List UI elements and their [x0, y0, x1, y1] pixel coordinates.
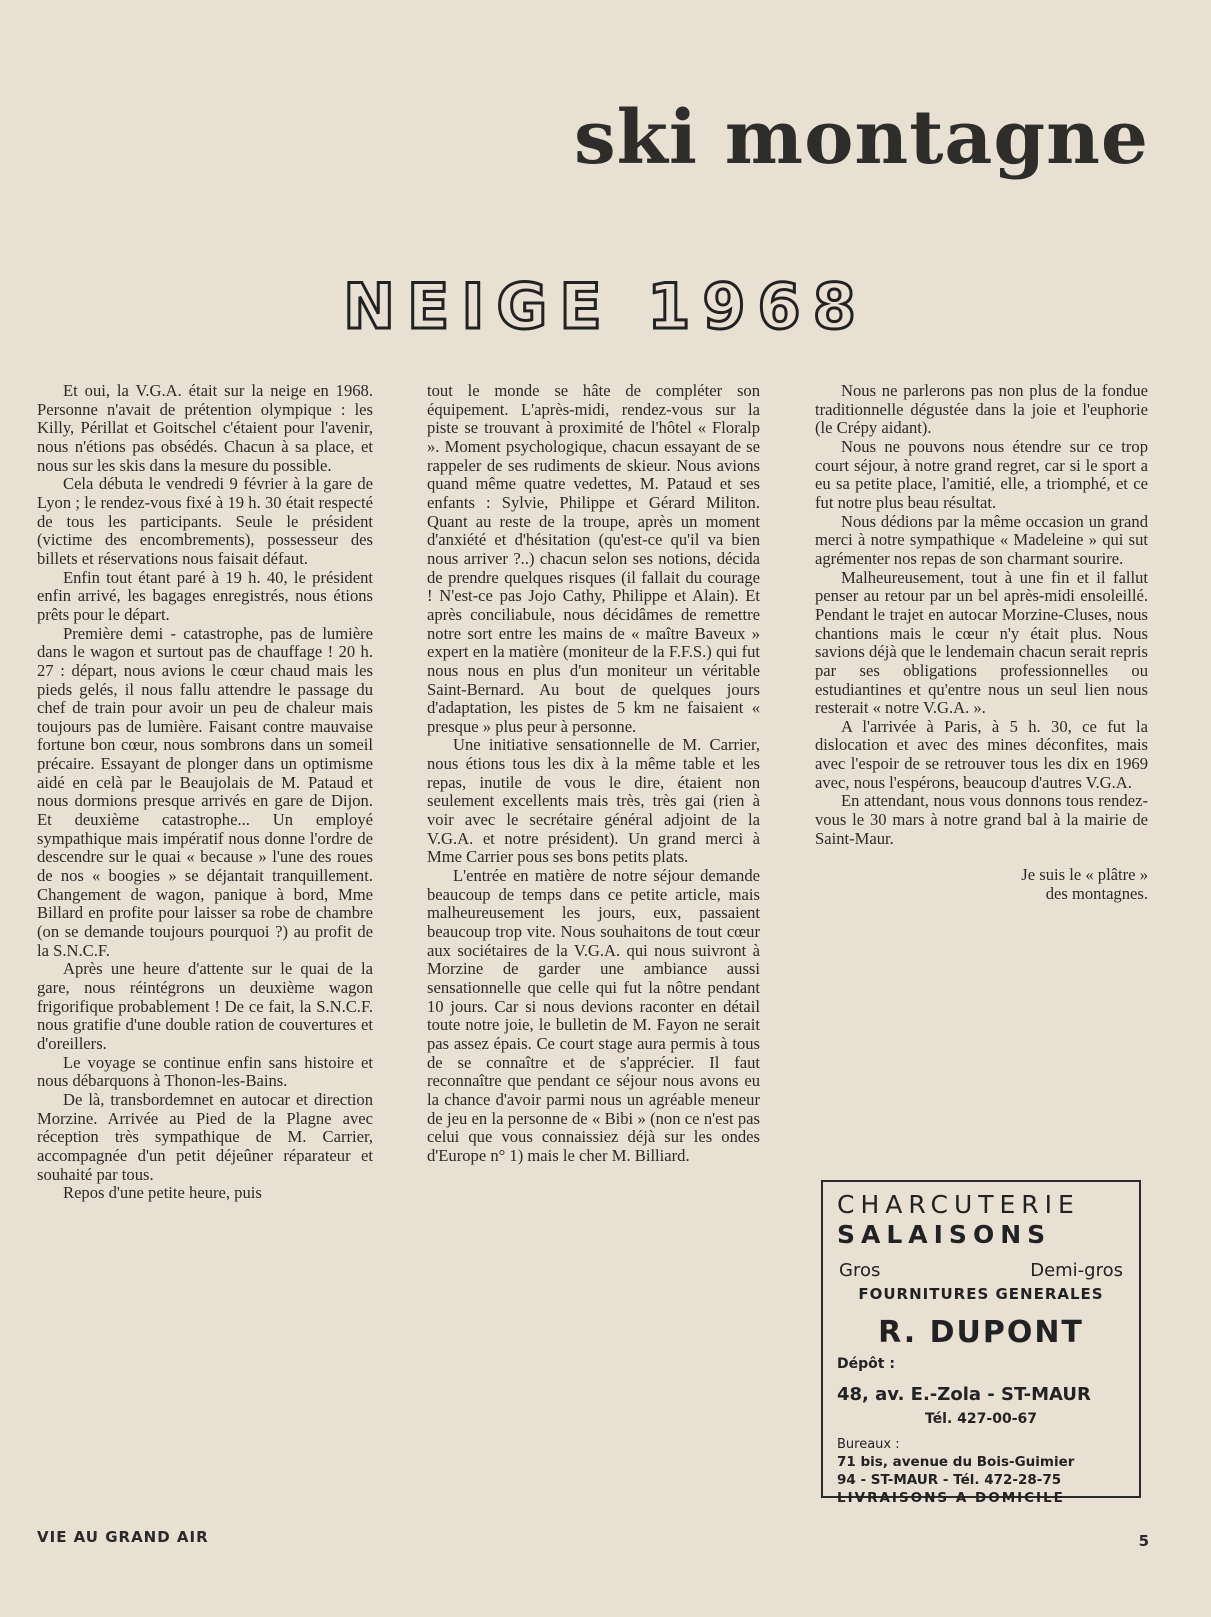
ad-delivery: LIVRAISONS A DOMICILE [837, 1490, 1065, 1506]
ad-bureaux-label: Bureaux : [837, 1437, 900, 1452]
article-headline: NEIGE 1968 [343, 270, 868, 343]
paragraph: Enfin tout étant paré à 19 h. 40, le président enfin arrivé, les bagages enregistrés, nous étions prêts pour le départ. [37, 567, 373, 624]
ad-depot-label: Dépôt : [837, 1356, 895, 1372]
paragraph: Après une heure d'attente sur le quai de la gare, nous réintégrons un deuxième wagon frigorifique probablement ! De ce fait, la S.N.C.F. nous gratifie d'une double ration de couvertures et d'oreillers. [37, 959, 373, 1053]
ad-gros: Gros [839, 1260, 881, 1281]
ad-wholesale-row [837, 1260, 1125, 1281]
ad-business-name: R. DUPONT [878, 1315, 1084, 1350]
section-title: ski montagne [573, 95, 1149, 181]
ad-headline-charcuterie: CHARCUTERIE [837, 1190, 1080, 1219]
article-column-2 [427, 382, 760, 1166]
signature-line-1: Je suis le « plâtre » [1021, 865, 1148, 885]
paragraph: Nous ne pouvons nous étendre sur ce trop court séjour, à notre grand regret, car si le sport a eu sa petite place, l'amitié, elle, a triomphé, et ce fut notre plus beau résultat. [815, 436, 1148, 512]
ad-bureaux-city-phone: 94 - ST-MAUR - Tél. 472-28-75 [837, 1472, 1062, 1488]
paragraph: tout le monde se hâte de compléter son équipement. L'après-midi, rendez-vous sur la piste se trouvant à proximité de l'hôtel « Floralp ». Moment psychologique, chacun essayant de se rappeler de ses rudiments de skieur. Nous avions quand même quatre vedettes, M. Pataud et ses enfants : Sylvie, Philippe et Gérard Militon. Quant au reste de la troupe, après un moment d'anxiété et d'hésitation (qu'est-ce qu'il va bien nous arriver ?..) chacun selon ses notions, décida de prendre quelques risques (il fallait du courage ! N'est-ce pas Jojo Cathy, Philippe et Alain). Et après conciliabule, nous décidâmes de remettre notre sort entre les mains de « maître Baveux » expert en la matière (moniteur de la F.F.S.) qui fut nous nous en plus d'un moniteur un véritable Saint-Bernard. Au bout de quelques jours d'adaptation, les pistes de 5 km ne faisaient « presque » plus peur à personne. [427, 381, 760, 736]
paragraph: A l'arrivée à Paris, à 5 h. 30, ce fut la dislocation et avec des mines déconfites, mais avec l'espoir de se retrouver tous les dix en 1969 avec, nous l'espérons, beaucoup d'autres V.G.A. [815, 716, 1148, 792]
signature-line-2: des montagnes. [1045, 884, 1148, 904]
magazine-name: VIE AU GRAND AIR [37, 1528, 209, 1546]
paragraph: L'entrée en matière de notre séjour demande beaucoup de temps dans ce petite article, mais malheureusement les jours, eux, passaient beaucoup trop vite. Nous souhaitons de tout cœur aux sociétaires de la V.G.A. qui nous suivront à Morzine de garder une ambiance aussi sensationnelle que celle qui fut la nôtre pendant 10 jours. Car si nous devions raconter en détail toute notre joie, le bulletin de M. Fayon ne serait pas assez épais. Ce court stage aura permis à tous de se connaître et de s'apprécier. Il faut reconnaître que pendant ce séjour nous avons eu la chance d'avoir parmi nous un agréable meneur de jeu en la personne de « Bibi » (non ce n'est pas celui que vous connaissiez déjà sur les ondes d'Europe n° 1) mais le cher M. Billiard. [427, 866, 760, 1165]
article-column-3 [815, 382, 1148, 904]
page-number: 5 [1138, 1532, 1149, 1550]
article-column-1 [37, 382, 373, 1203]
paragraph: Le voyage se continue enfin sans histoire et nous débarquons à Thonon-les-Bains. [37, 1052, 373, 1091]
paragraph: En attendant, nous vous donnons tous rendez-vous le 30 mars à notre grand bal à la mairie de Saint-Maur. [815, 791, 1148, 848]
paragraph: Malheureusement, tout à une fin et il fallut penser au retour par un bel après-midi ensoleillé. Pendant le trajet en autocar Morzine-Cluses, nous chantions mais le cœur n'y était plus. Nous savions déjà que le lendemain chacun serait repris par ses obligations professionnelles ou estudiantines et qu'entre nous un seul lien nous resterait « notre V.G.A. ». [815, 567, 1148, 718]
paragraph: Nous dédions par la même occasion un grand merci à notre sympathique « Madeleine » qui sut agrémenter nos repas de son charmant sourire. [815, 511, 1148, 568]
paragraph: Nous ne parlerons pas non plus de la fondue traditionnelle dégustée dans la joie et l'euphorie (le Crépy aidant). [815, 381, 1148, 438]
paragraph: Cela débuta le vendredi 9 février à la gare de Lyon ; le rendez-vous fixé à 19 h. 30 était respecté de tous les participants. Seule le président (victime des encombrements), possesseur des billets et réservations nous faisait défaut. [37, 474, 373, 568]
ad-depot-phone: Tél. 427-00-67 [925, 1411, 1037, 1427]
paragraph: Première demi - catastrophe, pas de lumière dans le wagon et surtout pas de chauffage ! 20 h. 27 : départ, nous avions le cœur chaud mais les pieds gelés, il nous fallu attendre le passage du chef de train pour avoir un peu de chaleur mais toujours pas de lumière. Faisant contre mauvaise fortune bon cœur, nous sombrons dans un someil précaire. Essayant de plonger dans un optimisme aidé en celà par le Beaujolais de M. Pataud et nous dormions presque arrivés en gare de Dijon. Et deuxième catastrophe... Un employé sympathique mais impératif nous donne l'ordre de descendre sur le quai « because » l'une des roues de nos « boogies » se déjantait tranquillement. Changement de wagon, panique à bord, Mme Billard en profite pour laisser sa robe de chambre (on se demande toujours pourquoi ?) au profit de la S.N.C.F. [37, 623, 373, 960]
ad-depot-address: 48, av. E.-Zola - ST-MAUR [837, 1384, 1091, 1405]
signature [815, 866, 1148, 903]
ad-headline-salaisons: SALAISONS [837, 1220, 1052, 1249]
ad-demi-gros: Demi-gros [1030, 1260, 1123, 1281]
paragraph: Et oui, la V.G.A. était sur la neige en 1968. Personne n'avait de prétention olympique : les Killy, Périllat et Goitschel c'étaient pour l'avenir, nous n'étions pas obsédés. Chacun à sa place, et nous sur les skis dans la mesure du possible. [37, 381, 373, 475]
paragraph: Une initiative sensationnelle de M. Carrier, nous étions tous les dix à la même table et les repas, inutile de vous le dire, étaient non seulement excellents mais très, très gai (rien à voir avec le secrétaire général adjoint de la V.G.A. et notre président). Un grand merci à Mme Carrier pous ses bons petits plats. [427, 735, 760, 867]
paragraph: Repos d'une petite heure, puis [63, 1183, 262, 1203]
paragraph: De là, transbordemnet en autocar et direction Morzine. Arrivée au Pied de la Plagne avec réception très sympathique de M. Carrier, accompagnée d'un petit déjeûner réparateur et souhaité par tous. [37, 1089, 373, 1184]
ad-bureaux-address: 71 bis, avenue du Bois-Guimier [837, 1454, 1075, 1470]
advertisement-box [821, 1180, 1141, 1506]
ad-fournitures: FOURNITURES GENERALES [858, 1285, 1104, 1303]
